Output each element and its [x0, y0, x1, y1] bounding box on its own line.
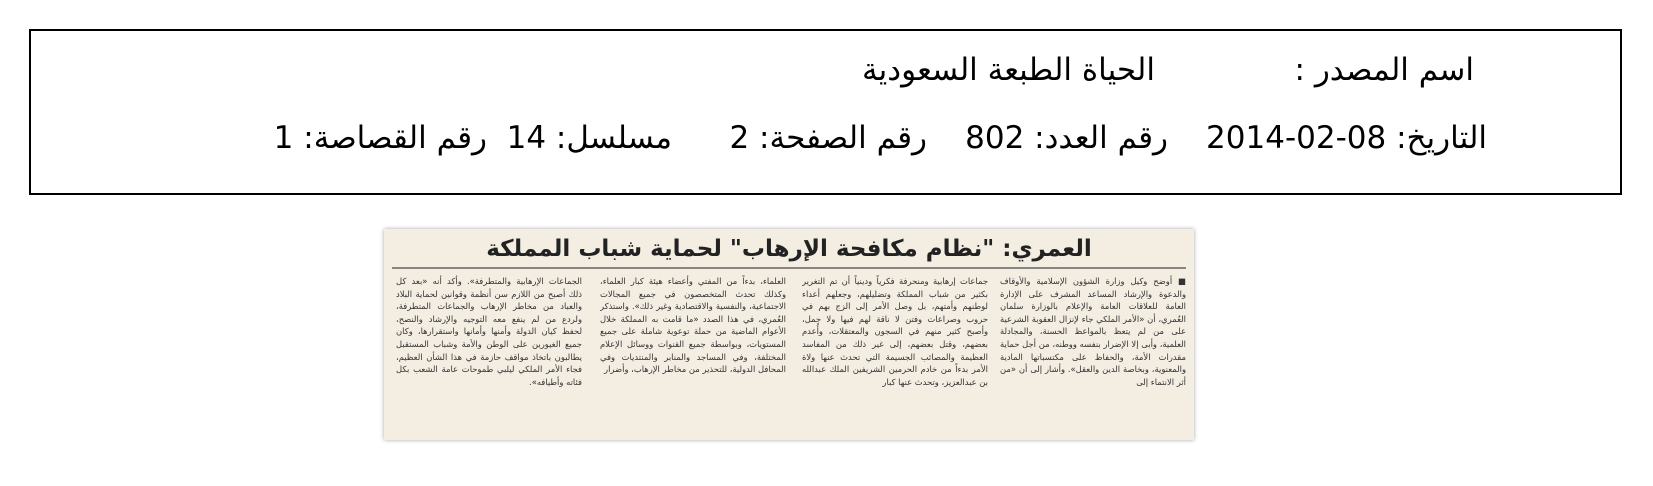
- source-value: الحياة الطبعة السعودية: [862, 52, 1155, 88]
- serial-field: مسلسل: 14: [506, 120, 672, 156]
- page-number-field: رقم الصفحة: 2: [729, 120, 927, 156]
- clip-number-field: رقم القصاصة: 1: [273, 120, 487, 156]
- article-column-2: جماعات إرهابية ومنحرفة فكرياً ودينياً أن تم التغرير بكثير من شباب المملكة وتضليلهم، وجعلهم أعداء لوطنهم وأمتهم، بل وصل الأمر إلى الزج بهم في حروب وصراعات وفتن لا ناقة لهم فيها ولا جمل، وأصبح كثير منهم في السجون والمعتقلات، وأُعدم بعضهم، وقتل بعضهم، إلى غير ذلك من المفاسد العظيمة والمصائب الجسيمة التي تحدث عنها ولاة الأمر بدءاً من خادم الحرمين الشريفين الملك عبدالله بن عبدالعزيز، وتحدث عنها كبار: [802, 276, 988, 387]
- issue-number-field: رقم العدد: 802: [965, 120, 1168, 156]
- source-label: اسم المصدر :: [1294, 52, 1474, 88]
- newspaper-clipping: [384, 229, 1194, 440]
- clipping-headline: العمري: "نظام مكافحة الإرهاب" لحماية شباب المملكة: [486, 236, 1092, 262]
- headline-divider: [392, 267, 1186, 269]
- article-column-4: الجماعات الإرهابية والمتطرفة». وأكد أنه «بعد كل ذلك أصبح من اللازم سن أنظمة وقوانين لحماية البلاد والعباد من مخاطر الإرهاب والجماعات المتطرفة، ولردع من لم ينفع معه التوجيه والإرشاد والنصح، لحفظ كيان الدولة وأمنها وأمانها واستقرارها، وكان جميع الغيورين على الوطن والأمة وشباب المستقبل يطالبون باتخاذ مواقف حازمة في هذا الشأن العظيم، فجاء الأمر الملكي ليلبي طموحات عامة الشعب بكل فئاته وأطيافه».: [396, 276, 582, 387]
- article-column-1: ■ أوضح وكيل وزارة الشؤون الإسلامية والأوقاف والدعوة والإرشاد المساعد المشرف على الإدارة العامة للعلاقات العامة والإعلام بالوزارة سلمان العُمري، أن «الأمر الملكي جاء لإنزال العقوبة الشرعية على من لم يتعظ بالمواعظ الحسنة، والمجادلة العلمية، وأبى إلا الإضرار بنفسه ووطنه، من أجل حماية مقدرات الأمة، والحفاظ على مكتسباتها المادية والمعنوية، وبخاصة الدين والعقل». وأشار إلى أن «من أثر الانتماء إلى: [1000, 276, 1186, 387]
- article-column-3: العلماء، بدءاً من المفتي وأعضاء هيئة كبار العلماء، وكذلك تحدث المتخصصون في جميع المجالات الاجتماعية، والنفسية والاقتصادية وغير ذلك». واستذكر العُمري، في هذا الصدد «ما قامت به المملكة خلال الأعوام الماضية من حملة توعوية شاملة على جميع المستويات، وبواسطة جميع القنوات ووسائل الإعلام المختلفة، وفي المساجد والمنابر والمنتديات وفي المحافل الدولية، للتحذير من مخاطر الإرهاب، وأضرار: [600, 276, 786, 375]
- date-field: التاريخ: 08-02-2014: [1206, 120, 1487, 156]
